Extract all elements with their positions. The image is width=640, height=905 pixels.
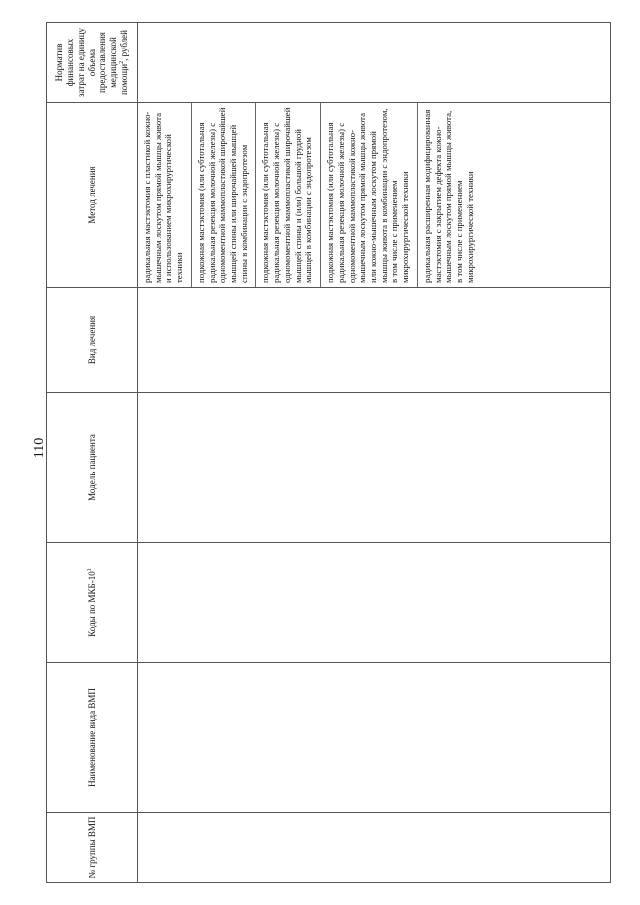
cell-treatment-type <box>138 288 611 393</box>
cell-patient-model <box>138 393 611 543</box>
method-item: радикальная расширенная модифицированная мастэктомия с закрытием дефекта кожно-мышечным лоскутом прямой мышцы живота, в том числе с применением микрохирургической техники <box>417 103 482 287</box>
page-number: 110 <box>32 437 48 459</box>
table-row <box>138 23 611 883</box>
cell-treatment-methods <box>138 103 611 288</box>
cell-icd-codes <box>138 543 611 663</box>
header-cost-standard: Норматив финансовых затрат на единицу объема предоставления медицинской помощи$^2$, рублей <box>47 23 138 103</box>
header-vmp-name: Наименование вида ВМП <box>47 663 138 813</box>
method-item: подкожная мастэктомия (или субтотальная радикальная резекция молочной железы) с одномоментной маммопластикой широчайшей мышцей спины и (или) большой грудной мышцей в комбинации с эндопротезом <box>255 103 320 287</box>
vmp-table <box>46 22 611 883</box>
header-treatment-method: Метод лечения <box>47 103 138 288</box>
method-item: радикальная мастэктомия с пластикой кожно-мышечным лоскутом прямой мышцы живота и использованием микрохирургической техники <box>142 111 185 283</box>
cell-vmp-name <box>138 663 611 813</box>
header-group-number: № группы ВМП <box>47 813 138 883</box>
method-item: подкожная мастэктомия (или субтотальная радикальная резекция молочной железы) с одномоментной маммопластикой кожно-мышечным лоскутом прямой мышцы живота или кожно-мышечным лоскутом прямой мышцы живота в комбинации с эндопротезом, в том числе с применением микрохирургической техники <box>320 103 417 287</box>
vmp-table-frame <box>46 23 611 883</box>
cell-group-number <box>138 813 611 883</box>
table-header-row <box>47 23 138 883</box>
header-icd-codes: Коды по МКБ-$10^1$ <box>47 543 138 663</box>
cell-cost-standard <box>138 23 611 103</box>
header-patient-model: Модель пациента <box>47 393 138 543</box>
method-item: подкожная мастэктомия (или субтотальная радикальная резекция молочной железы) с одномоментной маммопластикой широчайшей мышцей спины или широчайшей мышцей спины в комбинации с эндопротезом <box>191 103 256 287</box>
header-treatment-type: Вид лечения <box>47 288 138 393</box>
method-list <box>138 103 610 287</box>
